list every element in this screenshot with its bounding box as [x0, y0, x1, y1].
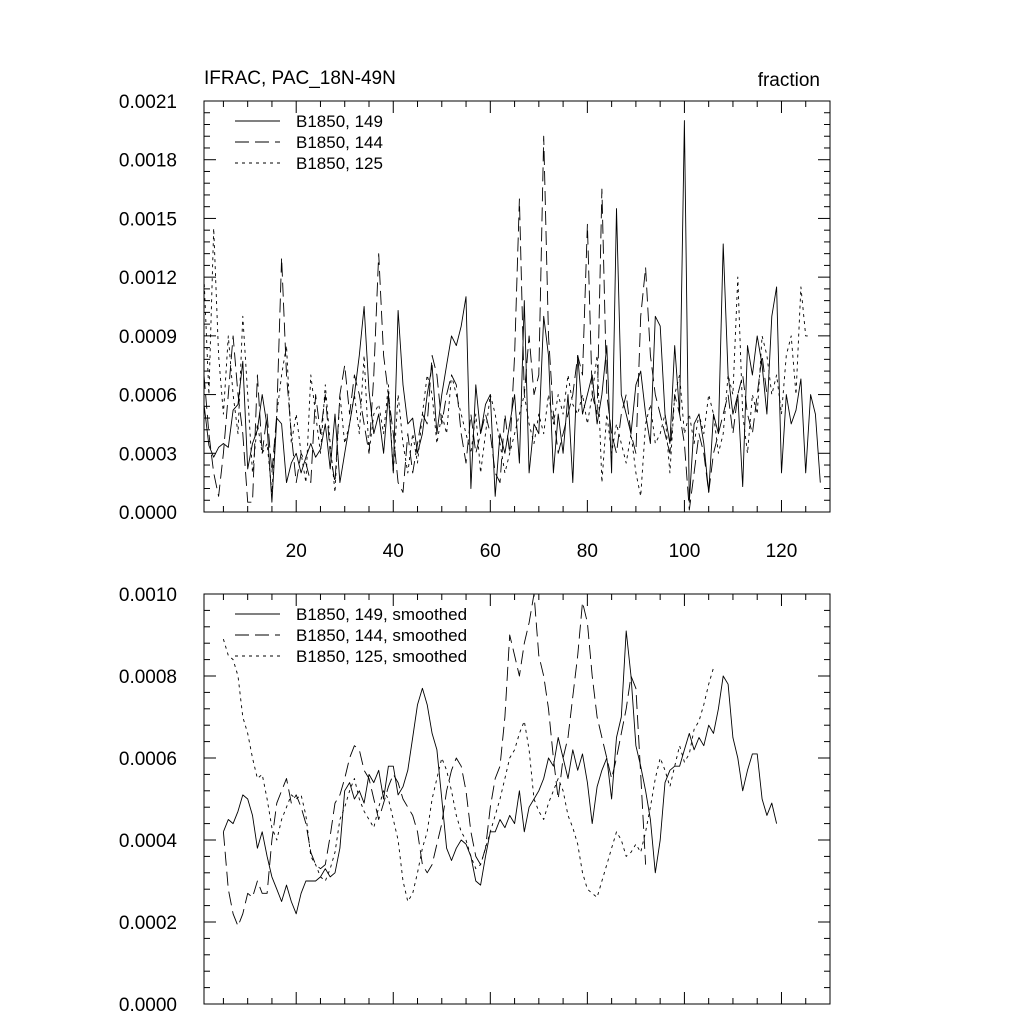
top-x-tick-label: 100 [668, 541, 701, 562]
top-legend-label: B1850, 144 [296, 133, 383, 152]
top-legend-label: B1850, 125 [296, 154, 383, 173]
bottom-series-line-dotted [223, 639, 713, 901]
bottom-y-tick-label: 0.0002 [118, 913, 177, 934]
top-y-tick-label: 0.0021 [118, 92, 177, 113]
top-x-tick-label: 40 [382, 541, 404, 562]
top-series-line-solid [204, 121, 820, 503]
top-x-tick-label: 60 [479, 541, 501, 562]
top-legend-label: B1850, 149 [296, 112, 383, 131]
top-x-tick-label: 20 [285, 541, 307, 562]
bottom-y-tick-label: 0.0004 [118, 831, 177, 852]
bottom-legend-label: B1850, 144, smoothed [296, 626, 468, 645]
bottom-series-line-solid [223, 631, 776, 914]
top-y-tick-label: 0.0015 [118, 209, 177, 231]
top-y-tick-label: 0.0003 [118, 444, 177, 466]
top-y-tick-label: 0.0012 [118, 268, 177, 290]
top-y-tick-label: 0.0006 [118, 385, 177, 407]
bottom-y-tick-label: 0.0006 [118, 749, 177, 770]
bottom-legend-label: B1850, 125, smoothed [296, 647, 468, 666]
top-chart-title: IFRAC, PAC_18N-49N [204, 68, 396, 89]
top-series-line-dashed [204, 136, 767, 510]
top-x-tick-label: 120 [765, 541, 798, 562]
top-y-tick-label: 0.0009 [118, 326, 177, 348]
top-chart-units-label: fraction [757, 70, 820, 91]
top-x-tick-label: 80 [576, 541, 598, 562]
bottom-y-tick-label: 0.0008 [118, 667, 177, 688]
top-y-tick-label: 0.0018 [118, 150, 177, 172]
bottom-y-tick-label: 0.0010 [118, 585, 177, 606]
bottom-legend-label: B1850, 149, smoothed [296, 605, 468, 624]
top-y-tick-label: 0.0000 [118, 503, 177, 524]
bottom-y-tick-label: 0.0000 [118, 995, 177, 1016]
